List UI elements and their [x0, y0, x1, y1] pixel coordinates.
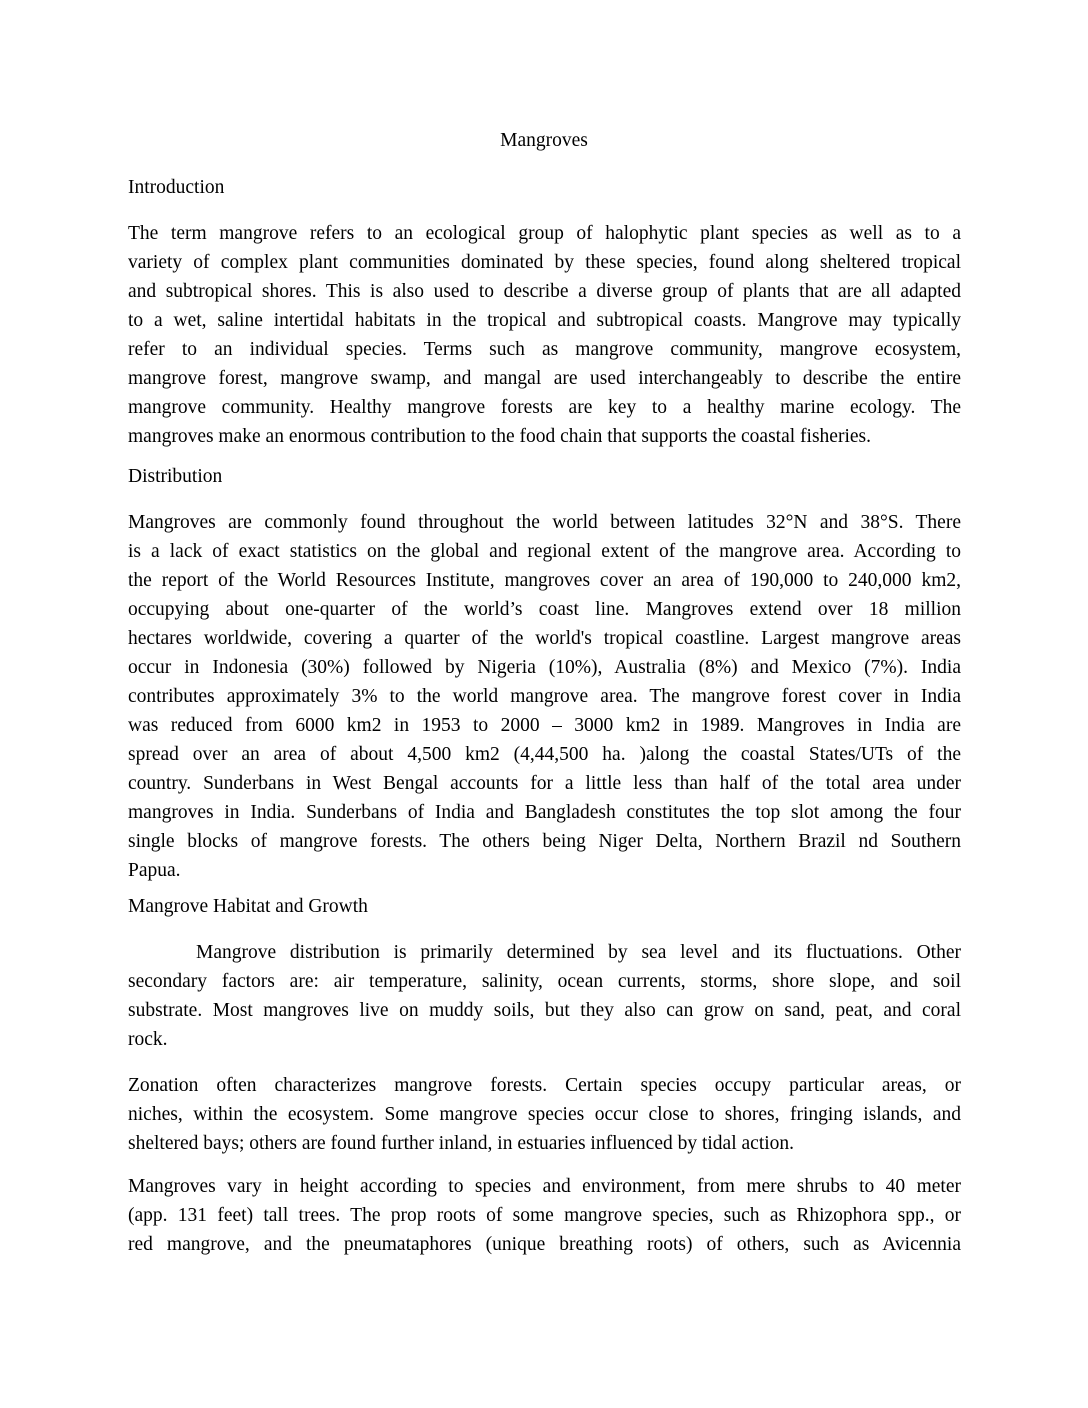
text-line: Papua.	[128, 860, 181, 881]
text-line: rock.	[128, 1029, 168, 1050]
text-line: contributes approximately 3% to the world mangrove area. The mangrove forest cover in India	[128, 686, 961, 707]
paragraph-introduction	[128, 221, 961, 453]
paragraph-habitat-height	[128, 1174, 961, 1261]
text-line: country. Sunderbans in West Bengal accounts for a little less than half of the total area under	[128, 773, 961, 794]
text-line: substrate. Most mangroves live on muddy soils, but they also can grow on sand, peat, and coral	[128, 1000, 961, 1021]
document-title: Mangroves	[500, 130, 588, 151]
section-heading-introduction: Introduction	[128, 177, 225, 198]
text-line: mangroves make an enormous contribution to the food chain that supports the coastal fisheries.	[128, 426, 871, 447]
text-line: single blocks of mangrove forests. The others being Niger Delta, Northern Brazil nd Southern	[128, 831, 961, 852]
text-line: was reduced from 6000 km2 in 1953 to 2000 – 3000 km2 in 1989. Mangroves in India are	[128, 715, 961, 736]
text-line: is a lack of exact statistics on the global and regional extent of the mangrove area. According to	[128, 541, 961, 562]
text-line: mangroves in India. Sunderbans of India and Bangladesh constitutes the top slot among the four	[128, 802, 961, 823]
text-line: Mangroves are commonly found throughout the world between latitudes 32°N and 38°S. There	[128, 512, 961, 533]
text-line: (app. 131 feet) tall trees. The prop roots of some mangrove species, such as Rhizophora spp., or	[128, 1205, 961, 1226]
text-line: mangrove forest, mangrove swamp, and mangal are used interchangeably to describe the entire	[128, 368, 961, 389]
text-line: red mangrove, and the pneumataphores (unique breathing roots) of others, such as Avicennia	[128, 1234, 961, 1255]
paragraph-habitat-1	[128, 940, 961, 1056]
text-line: and subtropical shores. This is also used to describe a diverse group of plants that are all adapted	[128, 281, 961, 302]
section-heading-habitat-growth: Mangrove Habitat and Growth	[128, 896, 368, 917]
paragraph-distribution	[128, 510, 961, 887]
text-line: to a wet, saline intertidal habitats in the tropical and subtropical coasts. Mangrove may typically	[128, 310, 961, 331]
text-line: Zonation often characterizes mangrove forests. Certain species occupy particular areas, or	[128, 1075, 961, 1096]
text-line: occupying about one-quarter of the world’s coast line. Mangroves extend over 18 million	[128, 599, 961, 620]
text-line: occur in Indonesia (30%) followed by Nigeria (10%), Australia (8%) and Mexico (7%). India	[128, 657, 961, 678]
text-line: secondary factors are: air temperature, salinity, ocean currents, storms, shore slope, and soil	[128, 971, 961, 992]
text-line: Mangrove distribution is primarily determined by sea level and its fluctuations. Other	[196, 942, 961, 963]
text-line: the report of the World Resources Institute, mangroves cover an area of 190,000 to 240,000 km2,	[128, 570, 961, 591]
paragraph-habitat-zonation	[128, 1073, 961, 1160]
text-line: The term mangrove refers to an ecological group of halophytic plant species as well as to a	[128, 223, 961, 244]
text-line: mangrove community. Healthy mangrove forests are key to a healthy marine ecology. The	[128, 397, 961, 418]
text-line: spread over an area of about 4,500 km2 (4,44,500 ha. )along the coastal States/UTs of the	[128, 744, 961, 765]
text-line: niches, within the ecosystem. Some mangrove species occur close to shores, fringing islands, and	[128, 1104, 961, 1125]
text-line: variety of complex plant communities dominated by these species, found along sheltered tropical	[128, 252, 961, 273]
text-line: sheltered bays; others are found further inland, in estuaries influenced by tidal action.	[128, 1133, 795, 1154]
text-line: hectares worldwide, covering a quarter of the world's tropical coastline. Largest mangrove areas	[128, 628, 961, 649]
text-line: refer to an individual species. Terms such as mangrove community, mangrove ecosystem,	[128, 339, 961, 360]
section-heading-distribution: Distribution	[128, 466, 223, 487]
text-line: Mangroves vary in height according to species and environment, from mere shrubs to 40 meter	[128, 1176, 961, 1197]
